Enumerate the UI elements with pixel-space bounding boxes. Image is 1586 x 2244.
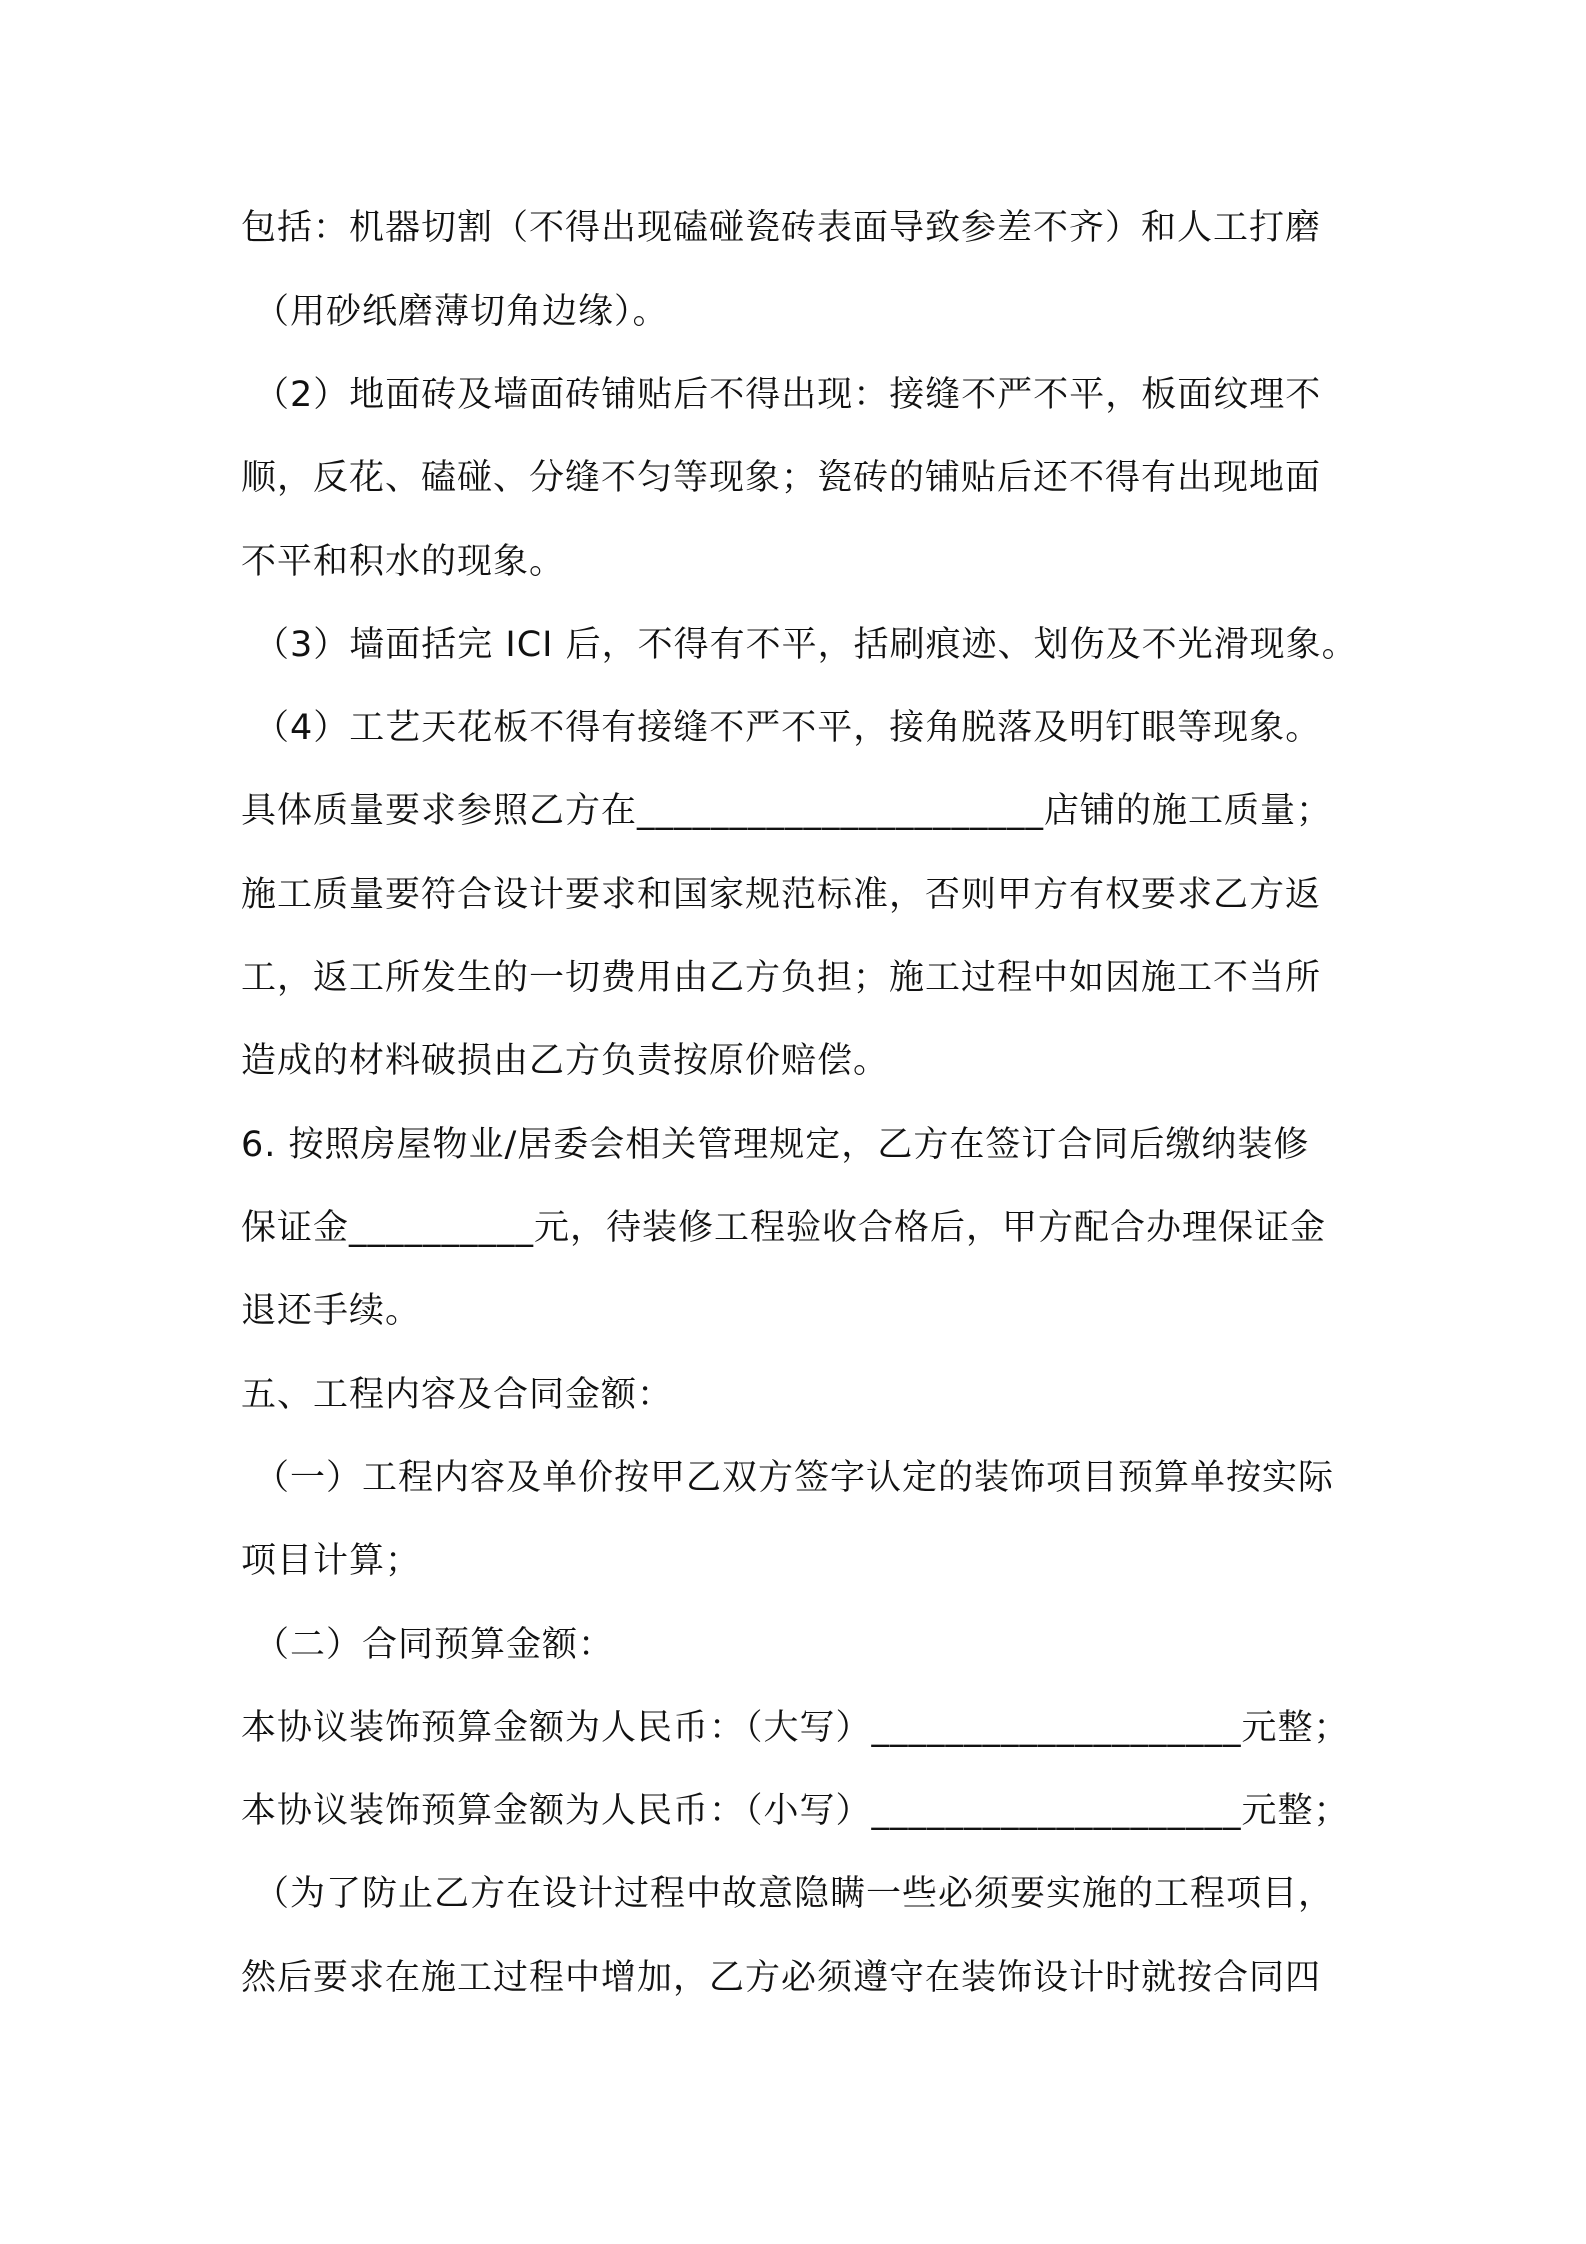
text-line: 不平和积水的现象。 bbox=[241, 542, 566, 582]
text-line: 本协议装饰预算金额为人民币：（小写）____________________元整； bbox=[241, 1791, 1350, 1831]
text-line: 造成的材料破损由乙方负责按原价赔偿。 bbox=[241, 1041, 890, 1081]
text-line: （4）工艺天花板不得有接缝不严不平，接角脱落及明钉眼等现象。 bbox=[254, 708, 1322, 748]
text-line: 顺，反花、磕碰、分缝不匀等现象；瓷砖的铺贴后还不得有出现地面 bbox=[241, 458, 1322, 498]
text-line: 工，返工所发生的一切费用由乙方负担；施工过程中如因施工不当所 bbox=[241, 958, 1322, 998]
text-line: 施工质量要符合设计要求和国家规范标准，否则甲方有权要求乙方返 bbox=[241, 875, 1322, 915]
text-line: 具体质量要求参照乙方在______________________店铺的施工质量； bbox=[241, 791, 1333, 831]
text-line: 然后要求在施工过程中增加，乙方必须遵守在装饰设计时就按合同四 bbox=[241, 1958, 1322, 1998]
text-line: （3）墙面括完 ICI 后，不得有不平，括刷痕迹、划伤及不光滑现象。 bbox=[254, 625, 1358, 665]
text-line: （一）工程内容及单价按甲乙双方签字认定的装饰项目预算单按实际 bbox=[254, 1458, 1335, 1498]
text-line: 项目计算； bbox=[241, 1541, 422, 1581]
text-line: （为了防止乙方在设计过程中故意隐瞒一些必须要实施的工程项目， bbox=[254, 1874, 1335, 1914]
text-line: 退还手续。 bbox=[241, 1291, 422, 1331]
text-line: （二）合同预算金额： bbox=[254, 1625, 615, 1665]
text-line: 本协议装饰预算金额为人民币：（大写）____________________元整； bbox=[241, 1708, 1350, 1748]
section-heading: 五、工程内容及合同金额： bbox=[241, 1375, 674, 1415]
text-line: 保证金__________元，待装修工程验收合格后，甲方配合办理保证金 bbox=[241, 1208, 1327, 1248]
text-line: （2）地面砖及墙面砖铺贴后不得出现：接缝不严不平，板面纹理不 bbox=[254, 375, 1322, 415]
text-line: 包括：机器切割（不得出现磕碰瓷砖表面导致参差不齐）和人工打磨 bbox=[241, 208, 1322, 248]
text-line: 6. 按照房屋物业/居委会相关管理规定，乙方在签订合同后缴纳装修 bbox=[241, 1125, 1310, 1165]
text-line: （用砂纸磨薄切角边缘）。 bbox=[254, 292, 669, 332]
